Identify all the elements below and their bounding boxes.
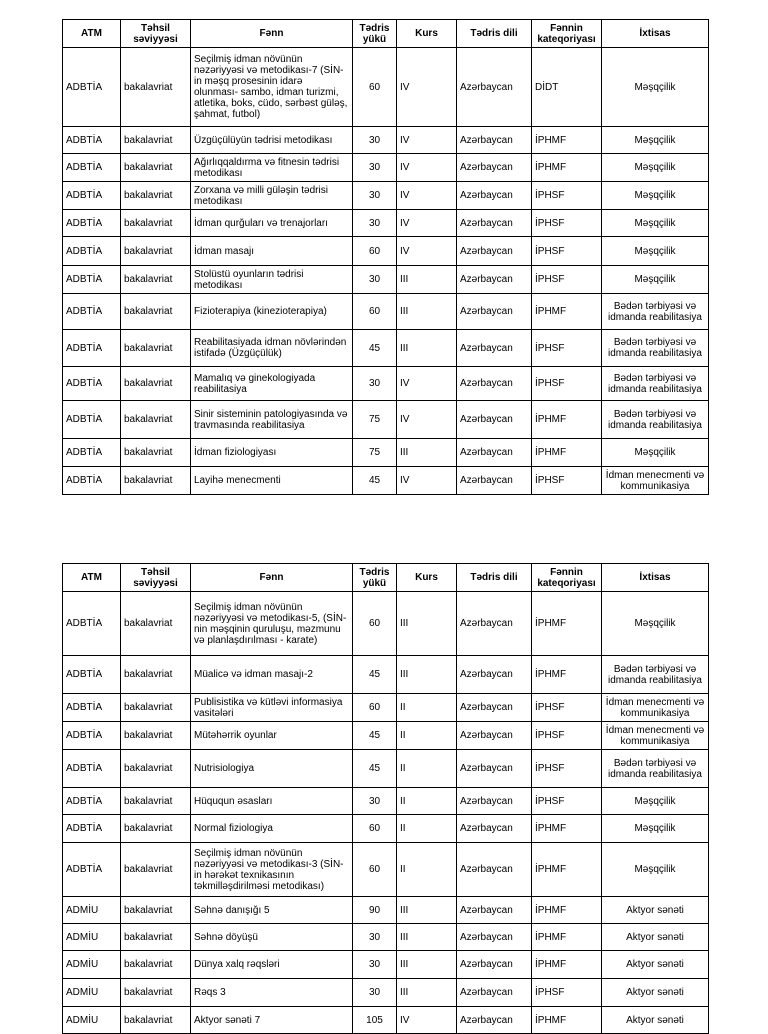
cell-specialty: Bədən tərbiyəsi və idmanda reabilitasiya	[602, 294, 709, 330]
table-header	[63, 20, 709, 48]
cell-atm: ADBTİA	[63, 401, 121, 439]
cell-specialty: Aktyor sənəti	[602, 951, 709, 979]
table-row	[63, 694, 709, 722]
cell-course: III	[397, 979, 457, 1007]
table-row	[63, 924, 709, 951]
cell-subject: Publisistika və kütləvi informasiya vasitələri	[191, 694, 353, 722]
cell-atm: ADMİU	[63, 924, 121, 951]
table-row	[63, 294, 709, 330]
cell-category: İPHMF	[532, 1007, 602, 1034]
table-row	[63, 1007, 709, 1034]
cell-course: III	[397, 592, 457, 656]
cell-level: bakalavriat	[121, 656, 191, 694]
cell-atm: ADBTİA	[63, 237, 121, 266]
cell-category: İPHMF	[532, 294, 602, 330]
cell-course: II	[397, 788, 457, 815]
cell-course: III	[397, 330, 457, 367]
cell-specialty: Bədən tərbiyəsi və idmanda reabilitasiya	[602, 750, 709, 788]
cell-category: İPHMF	[532, 656, 602, 694]
cell-subject: Müalicə və idman masajı-2	[191, 656, 353, 694]
cell-lang: Azərbaycan	[457, 401, 532, 439]
cell-lang: Azərbaycan	[457, 439, 532, 467]
cell-subject: Mütəhərrik oyunlar	[191, 722, 353, 750]
cell-specialty: Aktyor sənəti	[602, 897, 709, 924]
cell-atm: ADBTİA	[63, 656, 121, 694]
cell-specialty: Məşqçilik	[602, 815, 709, 843]
cell-load: 75	[353, 401, 397, 439]
cell-subject: Aktyor sənəti 7	[191, 1007, 353, 1034]
cell-atm: ADBTİA	[63, 154, 121, 182]
cell-specialty: Aktyor sənəti	[602, 1007, 709, 1034]
cell-level: bakalavriat	[121, 694, 191, 722]
cell-atm: ADBTİA	[63, 694, 121, 722]
cell-specialty: Bədən tərbiyəsi və idmanda reabilitasiya	[602, 656, 709, 694]
col-level-header: Təhsil səviyyəsi	[121, 20, 191, 48]
cell-category: İPHSF	[532, 182, 602, 210]
cell-atm: ADMİU	[63, 951, 121, 979]
cell-course: II	[397, 750, 457, 788]
cell-course: IV	[397, 182, 457, 210]
cell-course: III	[397, 439, 457, 467]
table-row	[63, 367, 709, 401]
cell-level: bakalavriat	[121, 237, 191, 266]
col-specialty-header: İxtisas	[602, 20, 709, 48]
cell-subject: Reabilitasiyada idman növlərindən istifadə (Üzgüçülük)	[191, 330, 353, 367]
cell-load: 105	[353, 1007, 397, 1034]
cell-load: 60	[353, 592, 397, 656]
col-lang-header: Tədris dili	[457, 20, 532, 48]
cell-course: III	[397, 294, 457, 330]
cell-subject: Üzgüçülüyün tədrisi metodikası	[191, 127, 353, 154]
table-row	[63, 154, 709, 182]
cell-course: IV	[397, 127, 457, 154]
cell-course: III	[397, 897, 457, 924]
cell-load: 60	[353, 237, 397, 266]
table-row	[63, 48, 709, 127]
cell-load: 30	[353, 924, 397, 951]
cell-level: bakalavriat	[121, 1007, 191, 1034]
cell-lang: Azərbaycan	[457, 656, 532, 694]
cell-category: DİDT	[532, 48, 602, 127]
cell-specialty: Bədən tərbiyəsi və idmanda reabilitasiya	[602, 330, 709, 367]
cell-atm: ADBTİA	[63, 210, 121, 237]
cell-lang: Azərbaycan	[457, 592, 532, 656]
cell-course: II	[397, 815, 457, 843]
cell-lang: Azərbaycan	[457, 330, 532, 367]
table-row	[63, 210, 709, 237]
cell-load: 30	[353, 951, 397, 979]
cell-level: bakalavriat	[121, 467, 191, 495]
cell-atm: ADBTİA	[63, 182, 121, 210]
cell-load: 30	[353, 979, 397, 1007]
cell-course: IV	[397, 48, 457, 127]
cell-subject: Seçilmiş idman növünün nəzəriyyəsi və metodikası-7 (SİN-in məşq prosesinin idarə olunması- sambo, idman turizmi, atletika, boks, cüdo, sərbəst güləş, şahmat, futbol)	[191, 48, 353, 127]
cell-category: İPHMF	[532, 924, 602, 951]
cell-load: 45	[353, 722, 397, 750]
cell-subject: Sinir sisteminin patologiyasında və travmasında reabilitasiya	[191, 401, 353, 439]
cell-specialty: İdman menecmenti və kommunikasiya	[602, 467, 709, 495]
cell-lang: Azərbaycan	[457, 210, 532, 237]
cell-lang: Azərbaycan	[457, 694, 532, 722]
cell-subject: İdman fiziologiyası	[191, 439, 353, 467]
col-load-header: Tədris yükü	[353, 564, 397, 592]
cell-atm: ADBTİA	[63, 467, 121, 495]
cell-level: bakalavriat	[121, 750, 191, 788]
cell-level: bakalavriat	[121, 48, 191, 127]
cell-atm: ADBTİA	[63, 294, 121, 330]
cell-subject: İdman masajı	[191, 237, 353, 266]
cell-subject: Fizioterapiya (kinezioterapiya)	[191, 294, 353, 330]
cell-subject: Stolüstü oyunların tədrisi metodikası	[191, 266, 353, 294]
cell-specialty: Məşqçilik	[602, 210, 709, 237]
table-row	[63, 439, 709, 467]
cell-lang: Azərbaycan	[457, 1007, 532, 1034]
cell-level: bakalavriat	[121, 592, 191, 656]
cell-level: bakalavriat	[121, 330, 191, 367]
cell-specialty: Məşqçilik	[602, 439, 709, 467]
cell-subject: Zorxana və milli güləşin tədrisi metodikası	[191, 182, 353, 210]
cell-category: İPHSF	[532, 210, 602, 237]
cell-category: İPHMF	[532, 592, 602, 656]
cell-specialty: Məşqçilik	[602, 237, 709, 266]
col-category-header: Fənnin kateqoriyası	[532, 564, 602, 592]
table-row	[63, 467, 709, 495]
table-row	[63, 401, 709, 439]
cell-specialty: Məşqçilik	[602, 182, 709, 210]
cell-course: III	[397, 951, 457, 979]
cell-atm: ADBTİA	[63, 788, 121, 815]
cell-lang: Azərbaycan	[457, 722, 532, 750]
cell-level: bakalavriat	[121, 815, 191, 843]
cell-specialty: Aktyor sənəti	[602, 924, 709, 951]
cell-specialty: Məşqçilik	[602, 127, 709, 154]
cell-lang: Azərbaycan	[457, 467, 532, 495]
col-subject-header: Fənn	[191, 564, 353, 592]
cell-load: 30	[353, 182, 397, 210]
cell-subject: Rəqs 3	[191, 979, 353, 1007]
cell-level: bakalavriat	[121, 182, 191, 210]
col-category-header: Fənnin kateqoriyası	[532, 20, 602, 48]
table-row	[63, 656, 709, 694]
cell-level: bakalavriat	[121, 401, 191, 439]
table-row	[63, 897, 709, 924]
cell-lang: Azərbaycan	[457, 294, 532, 330]
course-table-1	[62, 19, 709, 495]
cell-lang: Azərbaycan	[457, 182, 532, 210]
cell-load: 30	[353, 266, 397, 294]
cell-load: 30	[353, 788, 397, 815]
cell-course: IV	[397, 401, 457, 439]
cell-level: bakalavriat	[121, 897, 191, 924]
cell-atm: ADBTİA	[63, 367, 121, 401]
course-table-2	[62, 563, 709, 1034]
cell-course: II	[397, 694, 457, 722]
cell-specialty: Məşqçilik	[602, 592, 709, 656]
cell-level: bakalavriat	[121, 979, 191, 1007]
table-row	[63, 788, 709, 815]
cell-subject: Dünya xalq rəqsləri	[191, 951, 353, 979]
col-course-header: Kurs	[397, 564, 457, 592]
cell-category: İPHMF	[532, 897, 602, 924]
cell-load: 45	[353, 750, 397, 788]
cell-load: 75	[353, 439, 397, 467]
cell-lang: Azərbaycan	[457, 815, 532, 843]
cell-load: 60	[353, 815, 397, 843]
cell-lang: Azərbaycan	[457, 48, 532, 127]
cell-level: bakalavriat	[121, 788, 191, 815]
table-row	[63, 127, 709, 154]
cell-atm: ADBTİA	[63, 330, 121, 367]
cell-level: bakalavriat	[121, 127, 191, 154]
cell-load: 30	[353, 127, 397, 154]
cell-category: İPHSF	[532, 330, 602, 367]
cell-atm: ADBTİA	[63, 592, 121, 656]
cell-specialty: Aktyor sənəti	[602, 979, 709, 1007]
cell-category: İPHMF	[532, 951, 602, 979]
table-row	[63, 750, 709, 788]
cell-subject: Ağırlıqqaldırma və fitnesin tədrisi metodikası	[191, 154, 353, 182]
cell-subject: Normal fiziologiya	[191, 815, 353, 843]
cell-load: 30	[353, 154, 397, 182]
cell-category: İPHMF	[532, 154, 602, 182]
cell-course: III	[397, 266, 457, 294]
cell-load: 30	[353, 367, 397, 401]
col-subject-header: Fənn	[191, 20, 353, 48]
cell-level: bakalavriat	[121, 367, 191, 401]
cell-atm: ADBTİA	[63, 48, 121, 127]
cell-lang: Azərbaycan	[457, 367, 532, 401]
cell-lang: Azərbaycan	[457, 237, 532, 266]
cell-subject: Səhnə danışığı 5	[191, 897, 353, 924]
cell-category: İPHSF	[532, 722, 602, 750]
cell-category: İPHSF	[532, 367, 602, 401]
cell-atm: ADBTİA	[63, 266, 121, 294]
table-row	[63, 182, 709, 210]
cell-subject: Seçilmiş idman növünün nəzəriyyəsi və metodikası-5, (SİN-nin məşqinin quruluşu, məzmunu və planlaşdırılması - karate)	[191, 592, 353, 656]
cell-lang: Azərbaycan	[457, 154, 532, 182]
col-specialty-header: İxtisas	[602, 564, 709, 592]
col-course-header: Kurs	[397, 20, 457, 48]
cell-category: İPHMF	[532, 127, 602, 154]
cell-specialty: Məşqçilik	[602, 788, 709, 815]
cell-atm: ADBTİA	[63, 843, 121, 897]
cell-category: İPHMF	[532, 439, 602, 467]
cell-atm: ADMİU	[63, 897, 121, 924]
table-row	[63, 330, 709, 367]
cell-subject: Seçilmiş idman növünün nəzəriyyəsi və metodikası-3 (SİN-in hərəkət texnikasının təkmilləşdirilməsi metodikası)	[191, 843, 353, 897]
cell-load: 60	[353, 843, 397, 897]
cell-specialty: Bədən tərbiyəsi və idmanda reabilitasiya	[602, 367, 709, 401]
cell-course: III	[397, 924, 457, 951]
cell-subject: Səhnə döyüşü	[191, 924, 353, 951]
cell-subject: İdman qurğuları və trenajorları	[191, 210, 353, 237]
cell-atm: ADBTİA	[63, 127, 121, 154]
cell-level: bakalavriat	[121, 294, 191, 330]
cell-level: bakalavriat	[121, 722, 191, 750]
cell-lang: Azərbaycan	[457, 924, 532, 951]
cell-category: İPHMF	[532, 401, 602, 439]
cell-course: IV	[397, 467, 457, 495]
cell-course: IV	[397, 210, 457, 237]
col-atm-header: ATM	[63, 564, 121, 592]
cell-atm: ADMİU	[63, 1007, 121, 1034]
cell-category: İPHSF	[532, 750, 602, 788]
cell-specialty: İdman menecmenti və kommunikasiya	[602, 694, 709, 722]
cell-category: İPHSF	[532, 467, 602, 495]
cell-category: İPHMF	[532, 815, 602, 843]
cell-lang: Azərbaycan	[457, 750, 532, 788]
cell-category: İPHSF	[532, 694, 602, 722]
col-load-header: Tədris yükü	[353, 20, 397, 48]
cell-category: İPHMF	[532, 843, 602, 897]
cell-category: İPHSF	[532, 979, 602, 1007]
cell-course: IV	[397, 367, 457, 401]
table-row	[63, 722, 709, 750]
cell-lang: Azərbaycan	[457, 266, 532, 294]
cell-course: IV	[397, 1007, 457, 1034]
cell-load: 60	[353, 48, 397, 127]
cell-specialty: Məşqçilik	[602, 48, 709, 127]
cell-level: bakalavriat	[121, 439, 191, 467]
cell-specialty: Məşqçilik	[602, 154, 709, 182]
cell-atm: ADBTİA	[63, 722, 121, 750]
cell-specialty: Bədən tərbiyəsi və idmanda reabilitasiya	[602, 401, 709, 439]
cell-atm: ADBTİA	[63, 750, 121, 788]
cell-load: 60	[353, 694, 397, 722]
cell-load: 45	[353, 467, 397, 495]
cell-course: III	[397, 656, 457, 694]
cell-load: 30	[353, 210, 397, 237]
table-row	[63, 979, 709, 1007]
cell-subject: Nutrisiologiya	[191, 750, 353, 788]
cell-atm: ADBTİA	[63, 439, 121, 467]
cell-category: İPHSF	[532, 266, 602, 294]
cell-lang: Azərbaycan	[457, 843, 532, 897]
cell-level: bakalavriat	[121, 924, 191, 951]
cell-level: bakalavriat	[121, 951, 191, 979]
cell-lang: Azərbaycan	[457, 897, 532, 924]
cell-lang: Azərbaycan	[457, 979, 532, 1007]
cell-specialty: İdman menecmenti və kommunikasiya	[602, 722, 709, 750]
cell-load: 90	[353, 897, 397, 924]
cell-lang: Azərbaycan	[457, 788, 532, 815]
cell-course: IV	[397, 154, 457, 182]
cell-subject: Layihə menecmenti	[191, 467, 353, 495]
cell-lang: Azərbaycan	[457, 127, 532, 154]
cell-course: II	[397, 843, 457, 897]
col-atm-header: ATM	[63, 20, 121, 48]
table-row	[63, 815, 709, 843]
cell-atm: ADMİU	[63, 979, 121, 1007]
cell-course: IV	[397, 237, 457, 266]
table-body	[63, 48, 709, 495]
table-row	[63, 237, 709, 266]
cell-category: İPHSF	[532, 788, 602, 815]
table-row	[63, 843, 709, 897]
table-row	[63, 266, 709, 294]
cell-level: bakalavriat	[121, 154, 191, 182]
col-level-header: Təhsil səviyyəsi	[121, 564, 191, 592]
cell-course: II	[397, 722, 457, 750]
table-header	[63, 564, 709, 592]
col-lang-header: Tədris dili	[457, 564, 532, 592]
cell-level: bakalavriat	[121, 843, 191, 897]
table-body	[63, 592, 709, 1034]
cell-load: 45	[353, 656, 397, 694]
cell-level: bakalavriat	[121, 266, 191, 294]
cell-subject: Hüququn əsasları	[191, 788, 353, 815]
cell-atm: ADBTİA	[63, 815, 121, 843]
table-row	[63, 951, 709, 979]
cell-subject: Mamalıq və ginekologiyada reabilitasiya	[191, 367, 353, 401]
cell-level: bakalavriat	[121, 210, 191, 237]
cell-specialty: Məşqçilik	[602, 266, 709, 294]
cell-category: İPHSF	[532, 237, 602, 266]
table-row	[63, 592, 709, 656]
cell-specialty: Məşqçilik	[602, 843, 709, 897]
cell-load: 60	[353, 294, 397, 330]
cell-lang: Azərbaycan	[457, 951, 532, 979]
cell-load: 45	[353, 330, 397, 367]
